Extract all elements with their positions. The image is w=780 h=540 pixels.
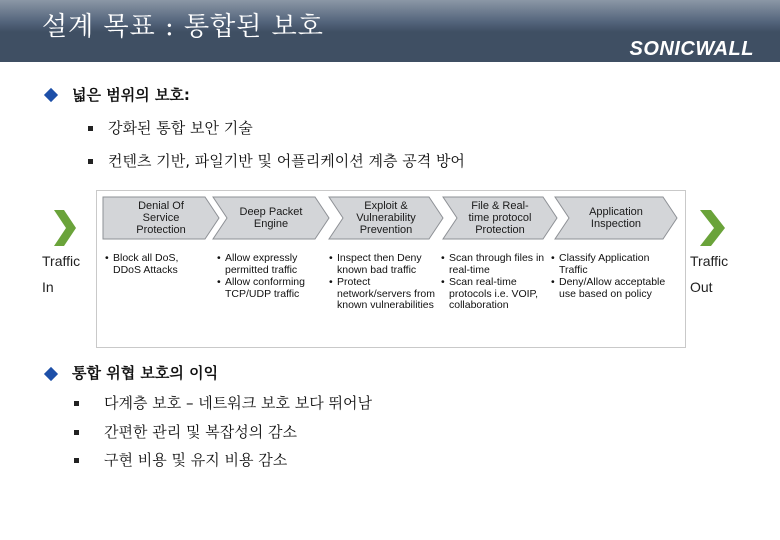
traffic-out-label bbox=[690, 248, 728, 300]
traffic-in-text: In bbox=[42, 279, 54, 295]
stage-item: • Allow conforming TCP/UDP traffic bbox=[217, 277, 325, 300]
diamond-bullet-icon bbox=[44, 88, 58, 102]
stage-item: • Scan through files in real-time bbox=[441, 253, 551, 276]
section2-bullet: 간편한 관리 및 복잡성의 감소 bbox=[104, 423, 297, 441]
stage-description bbox=[329, 253, 439, 313]
sonicwall-logo: SONICWALL bbox=[629, 38, 754, 60]
stage-description bbox=[551, 253, 677, 301]
traffic-in-text: Traffic bbox=[42, 253, 81, 269]
stage-item: • Scan real-time protocols i.e. VOIP, collaboration bbox=[441, 277, 551, 312]
stage-title: Exploit & Vulnerability Prevention bbox=[356, 200, 416, 236]
stage-chevron bbox=[101, 195, 221, 241]
stage-chevron bbox=[211, 195, 331, 241]
page-title: 설계 목표 : 통합된 보호 bbox=[42, 12, 324, 42]
section2-bullet: 구현 비용 및 유지 비용 감소 bbox=[104, 451, 288, 469]
stage-item: • Block all DoS, DDoS Attacks bbox=[105, 253, 209, 276]
stage-description bbox=[217, 253, 325, 301]
traffic-out-text: Out bbox=[690, 279, 713, 295]
stage-description bbox=[441, 253, 551, 313]
section2-heading: 통합 위협 보호의 이익 bbox=[72, 364, 219, 382]
stage-chevron bbox=[327, 195, 445, 241]
stage-description bbox=[105, 253, 209, 277]
traffic-out-arrow-icon bbox=[698, 208, 728, 248]
stage-item: • Protect network/servers from known vulnerabilities bbox=[329, 277, 439, 312]
stage-title: Deep Packet Engine bbox=[239, 206, 303, 230]
protection-pipeline-diagram bbox=[96, 190, 686, 348]
stage-title: Denial Of Service Protection bbox=[136, 200, 186, 236]
header-bar bbox=[0, 0, 780, 62]
stage-title: Application Inspection bbox=[589, 206, 643, 230]
stage-chevron bbox=[553, 195, 679, 241]
square-bullet-icon bbox=[74, 430, 79, 435]
traffic-in-label bbox=[42, 248, 80, 300]
diamond-bullet-icon bbox=[44, 367, 58, 381]
stage-item: • Allow expressly permitted traffic bbox=[217, 253, 325, 276]
stage-chevron bbox=[441, 195, 559, 241]
section1-heading: 넓은 범위의 보호: bbox=[72, 86, 190, 104]
stage-title: File & Real- time protocol Protection bbox=[468, 200, 532, 236]
stage-item: • Classify Application Traffic bbox=[551, 253, 677, 276]
section1-bullet: 컨텐츠 기반, 파일기반 및 어플리케이션 계층 공격 방어 bbox=[108, 152, 465, 170]
square-bullet-icon bbox=[88, 159, 93, 164]
stage-item: • Deny/Allow acceptable use based on policy bbox=[551, 277, 677, 300]
traffic-in-arrow-icon bbox=[52, 208, 78, 248]
section1-bullet: 강화된 통합 보안 기술 bbox=[108, 119, 253, 137]
traffic-out-text: Traffic bbox=[690, 253, 729, 269]
stage-item: • Inspect then Deny known bad traffic bbox=[329, 253, 439, 276]
square-bullet-icon bbox=[74, 458, 79, 463]
square-bullet-icon bbox=[74, 401, 79, 406]
square-bullet-icon bbox=[88, 126, 93, 131]
section2-bullet: 다계층 보호 – 네트워크 보호 보다 뛰어남 bbox=[104, 394, 372, 412]
